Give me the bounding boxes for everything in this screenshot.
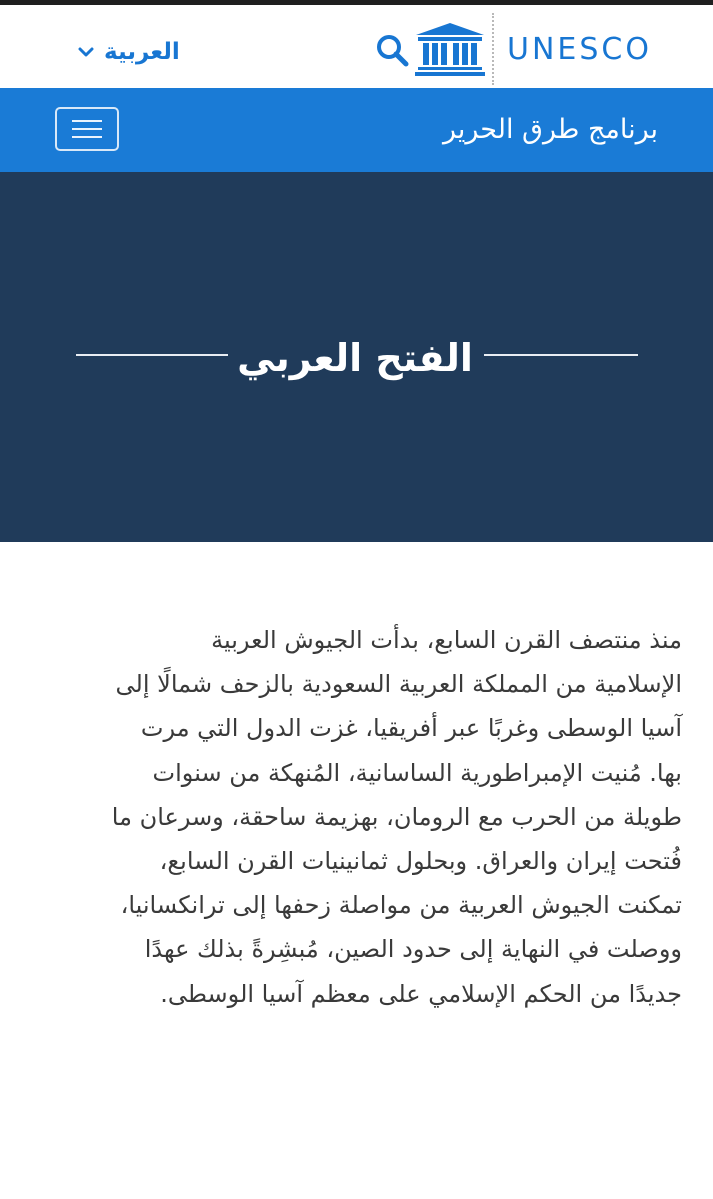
search-icon[interactable] xyxy=(374,33,412,67)
brand-wordmark[interactable]: UNESCO xyxy=(507,32,652,67)
article-body xyxy=(60,618,682,1016)
article-line: الإسلامية من المملكة العربية السعودية بالزحف شمالًا إلى xyxy=(115,670,682,699)
language-selector[interactable] xyxy=(78,35,180,69)
page-title: الفتح العربي xyxy=(237,336,473,380)
hero-rule-left xyxy=(76,354,228,356)
article-line: طويلة من الحرب مع الرومان، بهزيمة ساحقة، وسرعان ما xyxy=(111,802,682,831)
article-line: آسيا الوسطى وغربًا عبر أفريقيا، غزت الدول التي مرت xyxy=(140,714,682,743)
chevron-down-icon xyxy=(78,44,94,60)
top-header xyxy=(0,0,713,88)
program-title[interactable]: برنامج طرق الحرير xyxy=(442,114,658,145)
article-line: منذ منتصف القرن السابع، بدأت الجيوش العربية xyxy=(211,626,682,654)
unesco-temple-logo-icon[interactable] xyxy=(414,21,486,77)
hamburger-menu-icon[interactable] xyxy=(55,107,119,151)
language-label: العربية xyxy=(104,39,180,65)
hero-rule-right xyxy=(484,354,638,356)
article-line: ووصلت في النهاية إلى حدود الصين، مُبشِرةً بذلك عهدًا xyxy=(144,935,682,964)
article-line: بها. مُنيت الإمبراطورية الساسانية، المُنهكة من سنوات xyxy=(152,758,682,787)
article-line: فُتحت إيران والعراق. وبحلول ثمانينيات القرن السابع، xyxy=(159,847,682,876)
header-divider xyxy=(492,13,494,85)
article-line: تمكنت الجيوش العربية من مواصلة زحفها إلى ترانكسانيا، xyxy=(120,891,682,920)
article-line: جديدًا من الحكم الإسلامي على معظم آسيا الوسطى. xyxy=(160,979,682,1008)
